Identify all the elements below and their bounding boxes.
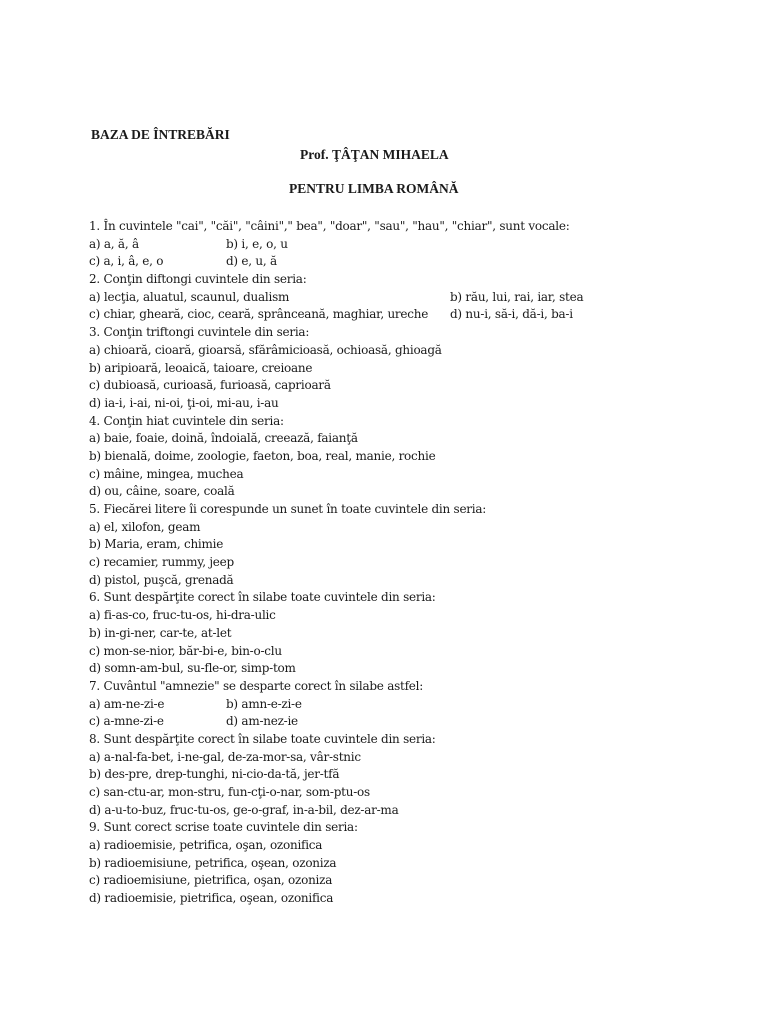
question-6-text: 6. Sunt despărţite corect în silabe toate cuvintele din seria:	[89, 590, 436, 605]
option-d: d) ou, câine, soare, coală	[89, 484, 235, 499]
option-a: a) a-nal-fa-bet, i-ne-gal, de-za-mor-sa, vâr-stnic	[89, 749, 361, 764]
option-b: b) rău, lui, rai, iar, stea	[450, 289, 584, 304]
option-b: b) in-gi-ner, car-te, at-let	[89, 625, 232, 640]
option-a: a) radioemisie, petrifica, oşan, ozonifica	[89, 838, 323, 853]
question-list	[89, 218, 689, 908]
option-d: d) somn-am-bul, su-fle-or, simp-tom	[89, 661, 296, 676]
option-b: b) amn-e-zi-e	[226, 696, 302, 711]
question-1-options-row-2	[89, 253, 689, 271]
document-subtitle: PENTRU LIMBA ROMÂNĂ	[289, 181, 459, 196]
question-2-options-row-1	[89, 289, 689, 307]
option-a: a) chioară, cioară, gioarsă, sfărâmicioasă, ochioasă, ghioagă	[89, 342, 442, 357]
option-b: b) radioemisiune, petrifica, oşean, ozoniza	[89, 855, 337, 870]
option-b: b) aripioară, leoaică, taioare, creioane	[89, 360, 313, 375]
option-c: c) radioemisiune, pietrifica, oşan, ozoniza	[89, 873, 333, 888]
option-c: c) dubioasă, curioasă, furioasă, caprioară	[89, 378, 331, 393]
question-1-text: 1. În cuvintele "cai", "căi", "câini"," bea", "doar", "sau", "hau", "chiar", sunt vocale:	[89, 219, 570, 233]
option-d: d) pistol, puşcă, grenadă	[89, 572, 234, 587]
question-2-options-row-2	[89, 306, 689, 324]
option-a: a) lecţia, aluatul, scaunul, dualism	[89, 289, 290, 304]
question-7-text: 7. Cuvântul "amnezie" se desparte corect în silabe astfel:	[89, 678, 424, 693]
question-7-options-row-2	[89, 713, 689, 731]
question-2-text: 2. Conţin diftongi cuvintele din seria:	[89, 272, 307, 287]
option-c: c) a-mne-zi-e	[89, 714, 164, 729]
document-title: BAZA DE ÎNTREBĂRI	[91, 127, 230, 142]
option-d: d) radioemisie, pietrifica, oşean, ozonifica	[89, 891, 334, 906]
option-d: d) nu-i, să-i, dă-i, ba-i	[450, 307, 573, 322]
option-a: a) fi-as-co, fruc-tu-os, hi-dra-ulic	[89, 608, 276, 623]
option-d: d) a-u-to-buz, fruc-tu-os, ge-o-graf, in-a-bil, dez-ar-ma	[89, 802, 399, 817]
option-b: b) des-pre, drep-tunghi, ni-cio-da-tă, jer-tfă	[89, 767, 340, 782]
option-c: c) recamier, rummy, jeep	[89, 555, 234, 570]
option-c: c) mon-se-nior, băr-bi-e, bin-o-clu	[89, 643, 282, 658]
question-3-text: 3. Conţin triftongi cuvintele din seria:	[89, 325, 310, 340]
option-c: c) mâine, mingea, muchea	[89, 466, 244, 481]
question-5-text: 5. Fiecărei litere îi corespunde un sunet în toate cuvintele din seria:	[89, 502, 487, 516]
author-line: Prof. ŢÂŢAN MIHAELA	[300, 147, 449, 162]
option-a: a) am-ne-zi-e	[89, 696, 165, 711]
option-c: c) chiar, gheară, cioc, ceară, sprânceană, maghiar, ureche	[89, 307, 429, 322]
question-9-text: 9. Sunt corect scrise toate cuvintele din seria:	[89, 820, 358, 835]
option-a: a) el, xilofon, geam	[89, 519, 201, 534]
question-4-text: 4. Conţin hiat cuvintele din seria:	[89, 413, 284, 428]
option-b: b) bienală, doime, zoologie, faeton, boa, real, manie, rochie	[89, 448, 436, 463]
option-b: b) i, e, o, u	[226, 236, 288, 251]
option-c: c) a, i, â, e, o	[89, 254, 164, 269]
option-a: a) a, ă, â	[89, 236, 139, 251]
option-d: d) ia-i, i-ai, ni-oi, ţi-oi, mi-au, i-au	[89, 395, 279, 410]
option-d: d) am-nez-ie	[226, 714, 298, 729]
question-8-text: 8. Sunt despărţite corect în silabe toate cuvintele din seria:	[89, 731, 436, 746]
option-d: d) e, u, ă	[226, 254, 277, 269]
question-1-options-row-1	[89, 236, 689, 254]
option-b: b) Maria, eram, chimie	[89, 537, 224, 552]
option-c: c) san-ctu-ar, mon-stru, fun-cţi-o-nar, som-ptu-os	[89, 785, 370, 799]
question-7-options-row-1	[89, 696, 689, 714]
option-a: a) baie, foaie, doină, îndoială, creează, faianţă	[89, 431, 358, 446]
